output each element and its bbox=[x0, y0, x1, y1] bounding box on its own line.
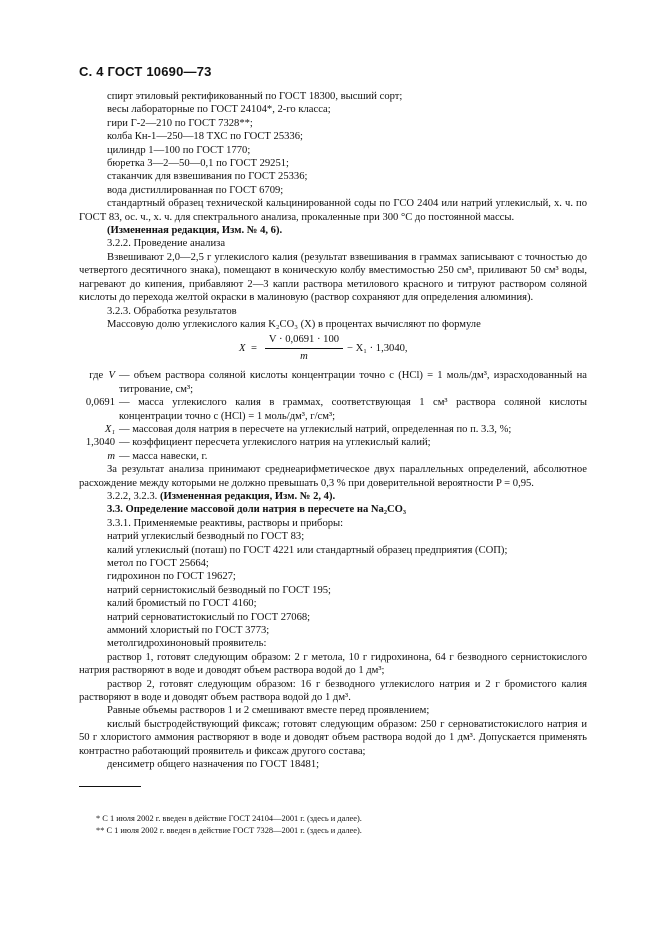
footnotes bbox=[96, 813, 566, 837]
paragraph-formula-intro: Массовую долю углекислого калия K₂CO₃ (X) в процентах вычисляют по формуле bbox=[107, 318, 481, 330]
footnote: * С 1 июля 2002 г. введен в действие ГОСТ 24104—2001 г. (здесь и далее). bbox=[96, 814, 362, 823]
paragraph-procedure: Взвешивают 2,0—2,5 г углекислого калия (результат взвешивания в граммах записывают с точностью до четвертого десятичного знака), помещают в коническую колбу вместимостью 250 см³, приливают 50 см³ воды, нагревают до кипения, прибавляют 2—3 капли раствора метилового красного и титруют раствором соляной кислоты до перехода желтой окраски в малиновую (раствор сохраняют для определения алюминия). bbox=[79, 251, 587, 304]
formula-denominator: m bbox=[300, 351, 308, 363]
list-item: гири Г-2—210 по ГОСТ 7328**; bbox=[107, 117, 253, 129]
edit-note: (Измененная редакция, Изм. № 4, 6). bbox=[107, 225, 283, 237]
definition-key: 0,0691 bbox=[85, 397, 115, 409]
list-item: стаканчик для взвешивания по ГОСТ 25336; bbox=[107, 171, 308, 183]
definition-text: — объем раствора соляной кислоты концентрации точно с (HCl) = 1 моль/дм³, израсходованный на титрование, см³; bbox=[119, 370, 587, 395]
reagents-list-top bbox=[79, 90, 587, 224]
edit-note: 3.2.2, 3.2.3. (Измененная редакция, Изм. № 2, 4). bbox=[107, 490, 336, 502]
list-item: бюретка 3—2—50—0,1 по ГОСТ 29251; bbox=[107, 158, 289, 170]
definition-item bbox=[79, 423, 587, 436]
list-item: натрий углекислый безводный по ГОСТ 83; bbox=[107, 531, 305, 543]
list-item: колба Кн-1—250—18 ТХС по ГОСТ 25336; bbox=[107, 131, 303, 143]
list-item: спирт этиловый ректификованный по ГОСТ 18300, высший сорт; bbox=[107, 91, 403, 102]
definition-key: X₁ bbox=[104, 423, 115, 435]
list-item: кислый быстродействующий фиксаж; готовят следующим образом: 250 г серноватистокислого натрия и 50 г хлористого аммония растворяют в воде и доводят объем раствора водой до 1 дм³. Допускается применять контрастно работающий проявитель и фиксаж другого состава; bbox=[79, 718, 587, 757]
definition-key: 1,3040 bbox=[85, 437, 115, 449]
formula bbox=[79, 333, 587, 367]
list-item: Равные объемы растворов 1 и 2 смешивают вместе перед проявлением; bbox=[107, 705, 430, 717]
formula-numerator: V · 0,0691 · 100 bbox=[268, 334, 340, 346]
fraction-bar bbox=[265, 348, 343, 349]
definition-text: — масса навески, г. bbox=[119, 450, 208, 462]
list-item: весы лабораторные по ГОСТ 24104*, 2-го класса; bbox=[107, 104, 331, 116]
formula-rest: − X₁ · 1,3040, bbox=[347, 343, 408, 355]
list-item: гидрохинон по ГОСТ 19627; bbox=[107, 571, 236, 583]
definition-key: где V bbox=[89, 370, 115, 382]
document-body bbox=[79, 90, 587, 772]
section-heading-3-2-3: 3.2.3. Обработка результатов bbox=[107, 305, 237, 317]
list-item: раствор 1, готовят следующим образом: 2 г метола, 10 г гидрохинона, 64 г безводного сернистокислого натрия растворяют в воде и доводят объем раствора водой до 1 дм³; bbox=[79, 651, 587, 677]
section-heading-3-2-2: 3.2.2. Проведение анализа bbox=[107, 238, 226, 250]
reagents-list-bottom bbox=[79, 530, 587, 771]
list-item: калий углекислый (поташ) по ГОСТ 4221 или стандартный образец предприятия (СОП); bbox=[107, 544, 508, 556]
definitions-list bbox=[79, 369, 587, 463]
list-item: натрий серноватистокислый по ГОСТ 27068; bbox=[107, 611, 311, 623]
page-header: С. 4 ГОСТ 10690—73 bbox=[79, 64, 212, 79]
list-item: денсиметр общего назначения по ГОСТ 18481; bbox=[107, 759, 320, 771]
list-item: калий бромистый по ГОСТ 4160; bbox=[107, 598, 257, 610]
list-item: метол по ГОСТ 25664; bbox=[107, 558, 209, 569]
definition-text: — массовая доля натрия в пересчете на углекислый натрий, определенная по п. 3.3, %; bbox=[119, 423, 512, 435]
section-heading-3-3-1: 3.3.1. Применяемые реактивы, растворы и приборы: bbox=[107, 517, 344, 529]
list-item: метолгидрохиноновый проявитель: bbox=[107, 638, 267, 650]
definition-item bbox=[79, 450, 587, 463]
definition-item bbox=[79, 436, 587, 449]
definition-key: m bbox=[107, 450, 115, 462]
formula-lhs: X bbox=[239, 343, 246, 355]
formula-equals: = bbox=[251, 343, 257, 355]
footnote-divider bbox=[79, 786, 141, 787]
list-item: стандартный образец технической кальцинированной соды по ГСО 2404 или натрий углекислый, х. ч. по ГОСТ 83, ос. ч., х. ч. для спектрального анализа, прокаленные при 300 °С до постоянной массы. bbox=[79, 198, 587, 223]
definition-item bbox=[79, 396, 587, 423]
definition-text: — масса углекислого калия в граммах, соответствующая 1 см³ раствора соляной кислоты концентрации точно с (HCl) = 1 моль/дм³, г/см³; bbox=[119, 397, 587, 422]
list-item: цилиндр 1—100 по ГОСТ 1770; bbox=[107, 144, 251, 156]
list-item: раствор 2, готовят следующим образом: 16 г безводного углекислого натрия и 2 г бромистого калия растворяют в воде и доводят объем раствора водой до 1 дм³. bbox=[79, 678, 587, 704]
list-item: вода дистиллированная по ГОСТ 6709; bbox=[107, 184, 284, 196]
footnote: ** С 1 июля 2002 г. введен в действие ГОСТ 7328—2001 г. (здесь и далее). bbox=[96, 826, 362, 835]
definition-item bbox=[79, 369, 587, 396]
list-item: натрий сернистокислый безводный по ГОСТ 195; bbox=[107, 584, 331, 596]
section-heading-3-3: 3.3. Определение массовой доли натрия в пересчете на Na₂CO₃ bbox=[107, 504, 407, 516]
paragraph-result: За результат анализа принимают среднеарифметическое двух параллельных определений, абсолютное расхождение между которыми не должно превышать 0,3 % при доверительной вероятности P = 0,95. bbox=[79, 464, 587, 489]
definition-text: — коэффициент пересчета углекислого натрия на углекислый калий; bbox=[119, 437, 431, 449]
list-item: аммоний хлористый по ГОСТ 3773; bbox=[107, 625, 270, 637]
